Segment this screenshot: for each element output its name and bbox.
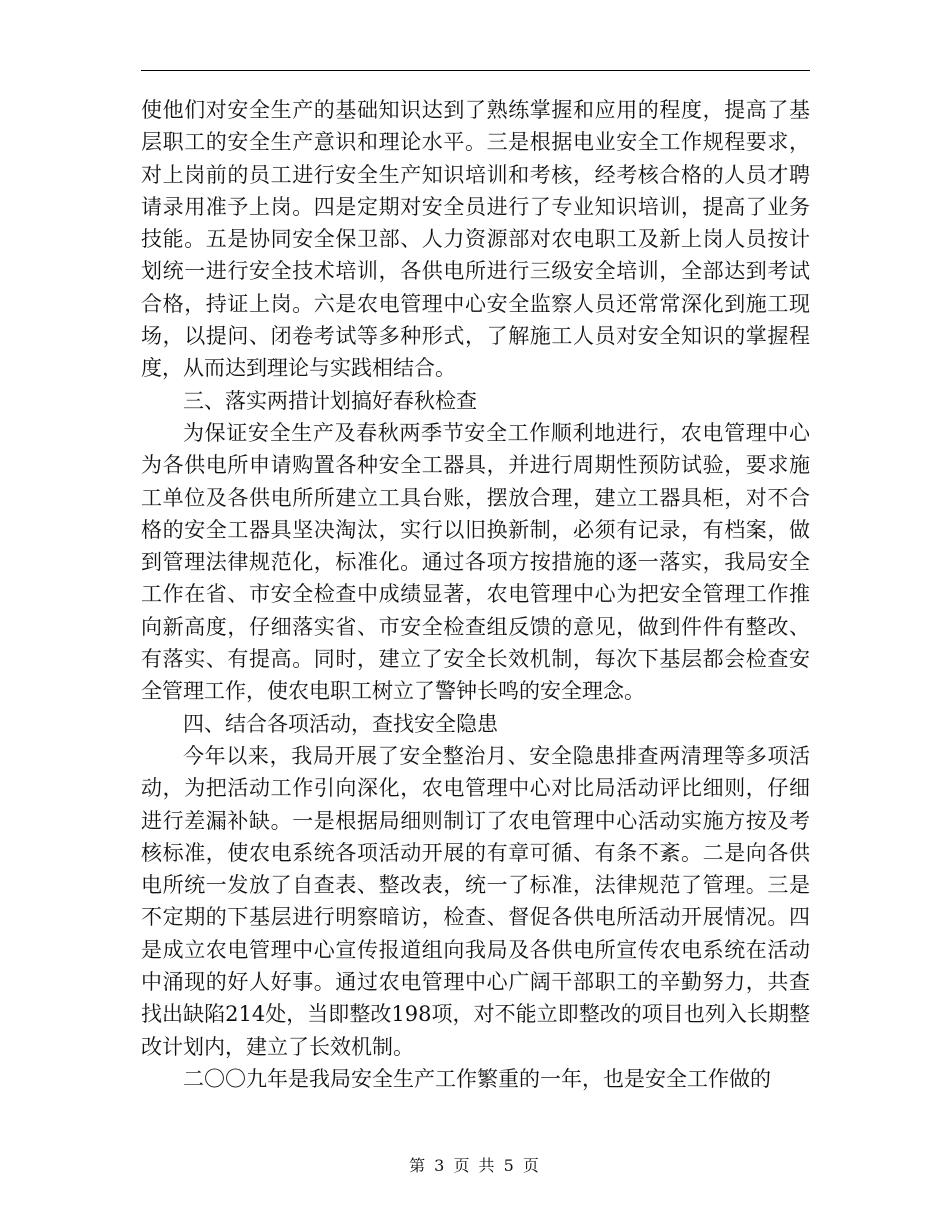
body-paragraph: 二〇〇九年是我局安全生产工作繁重的一年，也是安全工作做的: [183, 1066, 771, 1091]
document-body: [141, 94, 810, 1095]
body-paragraph: 使他们对安全生产的基础知识达到了熟练掌握和应用的程度，提高了基层职工的安全生产意识和理论水平。三是根据电业安全工作规程要求，对上岗前的员工进行安全生产知识培训和考核，经考核合格的人员才聘请录用准予上岗。四是定期对安全员进行了专业知识培训，提高了业务技能。五是协同安全保卫部、人力资源部对农电职工及新上岗人员按计划统一进行安全技术培训，各供电所进行三级安全培训，全部达到考试合格，持证上岗。六是农电管理中心安全监察人员还常常深化到施工现场，以提问、闭卷考试等多种形式，了解施工人员对安全知识的掌握程度，从而达到理论与实践相结合。: [141, 98, 810, 381]
page-number: 第 3 页 共 5 页: [409, 1156, 541, 1175]
section-heading-3: 三、落实两措计划搞好春秋检查: [183, 388, 477, 413]
body-paragraph: 为保证安全生产及春秋两季节安全工作顺利地进行，农电管理中心为各供电所申请购置各种安全工器具，并进行周期性预防试验，要求施工单位及各供电所所建立工具台账，摆放合理，建立工器具柜，对不合格的安全工器具坚决淘汰，实行以旧换新制，必须有记录，有档案，做到管理法律规范化，标准化。通过各项方按措施的逐一落实，我局安全工作在省、市安全检查中成绩显著，农电管理中心为把安全管理工作推向新高度，仔细落实省、市安全检查组反馈的意见，做到件件有整改、有落实、有提高。同时，建立了安全长效机制，每次下基层都会检查安全管理工作，使农电职工树立了警钟长鸣的安全理念。: [141, 420, 810, 704]
body-paragraph: 今年以来，我局开展了安全整治月、安全隐患排查两清理等多项活动，为把活动工作引向深化，农电管理中心对比局活动评比细则，仔细进行差漏补缺。一是根据局细则制订了农电管理中心活动实施方按及考核标准，使农电系统各项活动开展的有章可循、有条不紊。二是向各供电所统一发放了自查表、整改表，统一了标准，法律规范了管理。三是不定期的下基层进行明察暗访，检查、督促各供电所活动开展情况。四是成立农电管理中心宣传报道组向我局及各供电所宣传农电系统在活动中涌现的好人好事。通过农电管理中心广阔干部职工的辛勤努力，共查找出缺陷214处，当即整改198项，对不能立即整改的项目也列入长期整改计划内，建立了长效机制。: [141, 743, 810, 1059]
section-heading-4: 四、结合各项活动，查找安全隐患: [183, 711, 498, 736]
header-rule: [141, 70, 810, 71]
